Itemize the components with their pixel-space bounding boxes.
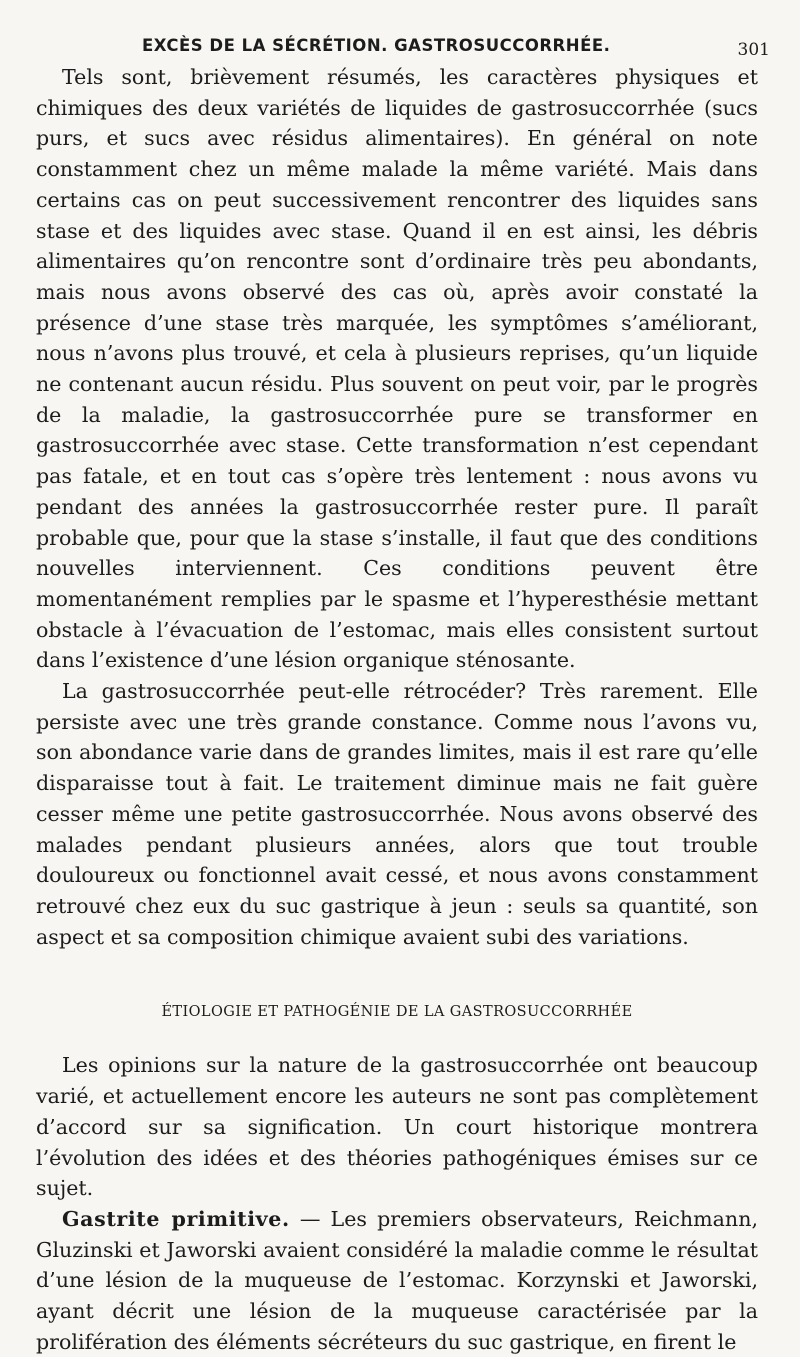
paragraph-gastrite-primitive	[36, 1204, 758, 1357]
section-heading: ÉTIOLOGIE ET PATHOGÉNIE DE LA GASTROSUCCORRHÉE	[161, 1004, 633, 1021]
paragraph-stase-varieties: Tels sont, brièvement résumés, les caractères physiques et chimiques des deux variétés de liquides de gastrosuccorrhée (sucs purs, et sucs avec résidus alimentaires). En général on note constamment chez un même malade la même variété. Mais dans certains cas on peut successivement rencontrer des liquides sans stase et des liquides avec stase. Quand il en est ainsi, les débris alimentaires qu’on rencontre sont d’ordinaire très peu abondants, mais nous avons observé des cas où, après avoir constaté la présence d’une stase très marquée, les symptômes s’améliorant, nous n’avons plus trouvé, et cela à plusieurs reprises, qu’un liquide ne contenant aucun résidu. Plus souvent on peut voir, par le progrès de la maladie, la gastrosuccorrhée pure se transformer en gastrosuccorrhée avec stase. Cette transformation n’est cependant pas fatale, et en tout cas s’opère très lentement : nous avons vu pendant des années la gastrosuccorrhée rester pure. Il paraît probable que, pour que la stase s’installe, il faut que des conditions nouvelles interviennent. Ces conditions peuvent être momentanément remplies par le spasme et l’hyperesthésie mettant obstacle à l’évacuation de l’estomac, mais elles consistent surtout dans l’existence d’une lésion organique sténosante.	[36, 65, 758, 673]
running-head	[36, 28, 770, 62]
paragraph-opinions: Les opinions sur la nature de la gastrosuccorrhée ont beaucoup varié, et actuellement encore les auteurs ne sont pas complètement d’accord sur sa signification. Un court historique montrera l’évolution des idées et des théories pathogéniques émises sur ce sujet.	[36, 1053, 758, 1201]
page-number: 301	[737, 40, 770, 60]
paragraph-gastrite-text: — Les premiers observateurs, Reichmann, Gluzinski et Jaworski avaient considéré la maladie comme le résultat d’une lésion de la muqueuse de l’estomac. Korzynski et Jaworski, ayant décrit une lésion de la muqueuse caractérisée par la prolifération des éléments sécréteurs du suc gastrique, en firent le	[36, 1206, 759, 1354]
paragraph-retrocession: La gastrosuccorrhée peut-elle rétrocéder? Très rarement. Elle persiste avec une très grande constance. Comme nous l’avons vu, son abondance varie dans de grandes limites, mais il est rare qu’elle disparaisse tout à fait. Le traitement diminue mais ne fait guère cesser même une petite gastrosuccorrhée. Nous avons observé des malades pendant plusieurs années, alors que tout trouble douloureux ou fonctionnel avait cessé, et nous avons constamment retrouvé chez eux du suc gastrique à jeun : seuls sa quantité, son aspect et sa composition chimique avaient subi des variations.	[36, 679, 758, 949]
running-title: EXCÈS DE LA SÉCRÉTION. GASTROSUCCORRHÉE.	[142, 36, 611, 55]
run-in-heading: Gastrite primitive.	[62, 1206, 290, 1231]
